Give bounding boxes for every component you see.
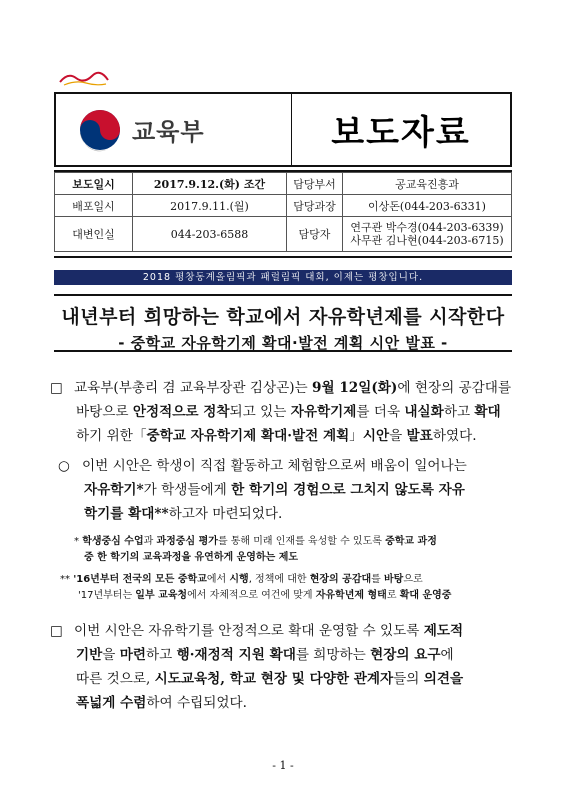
paragraph-1-line-2: [50, 400, 520, 424]
text-span: 한 학기의 경험으로 그치지 않도록 자유: [231, 482, 465, 498]
headline-box: [54, 294, 512, 352]
text-span: 」: [349, 428, 363, 444]
contact-line-2: 사무관 김나현(044-203-6715): [350, 234, 504, 247]
text-span: 시도교육청, 학교 현장 및 다양한 관계자: [154, 671, 394, 687]
text-span: 에서: [206, 574, 230, 585]
text-span: 학생중심 수업: [82, 536, 144, 547]
distribution-date-label: 배포일시: [55, 195, 133, 217]
footnote-2-line-1: [60, 572, 524, 588]
paragraph-3-line-1: [50, 619, 520, 643]
paragraph-1-line-1: [50, 376, 520, 400]
text-span: 를 희망하는: [295, 647, 371, 663]
paragraph-1: [50, 376, 520, 448]
text-span: 하기 위한「: [76, 428, 147, 444]
release-info-table: [54, 172, 512, 252]
release-date-value: 2017.9.12.(화) 조간: [133, 173, 287, 195]
taeguk-emblem-icon: [78, 108, 122, 152]
table-row: [55, 173, 512, 195]
text-span: 교육부(부총리 겸 교육부장관 김상곤)는: [74, 380, 312, 396]
subheadline: - 중학교 자유학기제 확대·발전 계획 시안 발표 -: [118, 334, 448, 352]
text-span: 과: [143, 536, 157, 547]
text-span: 마련: [119, 647, 146, 663]
text-span: 중학교 과정: [385, 536, 437, 547]
manager-value: 이상돈(044-203-6331): [343, 195, 512, 217]
text-span: 하고자 마련되었다.: [168, 506, 283, 522]
text-span: 현장의 요구: [370, 647, 441, 663]
distribution-date-value: 2017.9.11.(월): [133, 195, 287, 217]
text-span: 과정중심 평가: [156, 536, 218, 547]
text-span: 일부 교육청: [135, 590, 188, 601]
text-span: 내실화: [404, 404, 444, 420]
paragraph-2-line-2: [58, 478, 520, 502]
circle-bullet-icon: ○: [58, 458, 70, 474]
footnote-2: [60, 572, 524, 604]
table-bottom-rule: [54, 256, 512, 258]
text-span: 9월 12일(화): [312, 380, 398, 396]
table-row: [55, 217, 512, 252]
text-span: 현장의 공감대: [309, 574, 372, 585]
page-number: - 1 -: [272, 759, 294, 772]
text-span: 하고: [145, 647, 177, 663]
paragraph-3: [50, 619, 520, 715]
headline: 내년부터 희망하는 학교에서 자유학년제를 시작한다: [61, 306, 505, 328]
paragraph-3-line-3: [50, 667, 520, 691]
ministry-block: [56, 94, 292, 165]
text-span: 학기를 확대**: [84, 506, 169, 522]
paragraph-3-line-2: [50, 643, 520, 667]
text-span: 가 학생들에게: [143, 482, 232, 498]
text-span: 중학교 자유학기제 확대·발전 계획: [146, 428, 350, 444]
text-span: 폭넓게 수렴: [76, 695, 147, 711]
ministry-name: 교육부: [132, 118, 205, 146]
text-span: 에: [440, 647, 454, 663]
text-span: 를: [371, 574, 385, 585]
text-span: 들의: [393, 671, 424, 687]
text-span: 기반: [76, 647, 103, 663]
pyeongchang-logo-icon: [58, 70, 110, 88]
paragraph-2-line-3: [58, 502, 520, 526]
press-header: [54, 92, 512, 167]
department-label: 담당부서: [287, 173, 343, 195]
text-span: 안정적으로 정착: [132, 404, 230, 420]
text-span: '17년부터는: [78, 590, 136, 601]
text-span: 의견을: [423, 671, 464, 687]
footnote-1-line-2: [74, 550, 524, 566]
text-span: 하고: [443, 404, 475, 420]
text-span: 를 통해 미래 인재를 육성할 수 있도록: [217, 536, 386, 547]
text-span: 를 더욱: [356, 404, 405, 420]
footnote-2-line-2: [60, 588, 524, 604]
text-span: '16년부터 전국의 모든 중학교: [73, 574, 207, 585]
press-title-block: [292, 94, 510, 165]
release-date-label: 보도일시: [55, 173, 133, 195]
text-span: 에 현장의 공감대를: [397, 380, 512, 396]
paragraph-2: [58, 454, 520, 526]
text-span: 확대: [474, 404, 501, 420]
contact-value: [343, 217, 512, 252]
paragraph-3-line-4: [50, 691, 520, 715]
text-span: 바탕으로: [76, 404, 133, 420]
text-span: 자유학기제: [290, 404, 357, 420]
footnote-1-line-1: [74, 534, 524, 550]
text-span: 자유학년제 형태: [315, 590, 387, 601]
text-span: 행·재정적 지원 확대: [176, 647, 296, 663]
text-span: 이번 시안은 자유학기를 안정적으로 확대 운영할 수 있도록: [74, 623, 424, 639]
spokesperson-label: 대변인실: [55, 217, 133, 252]
text-span: *: [74, 536, 83, 547]
text-span: 으로: [403, 574, 423, 585]
text-span: 따른 것으로,: [76, 671, 155, 687]
text-span: 하였다.: [432, 428, 477, 444]
text-span: 이번 시안은 학생이 직접 활동하고 체험함으로써 배움이 일어나는: [82, 458, 467, 474]
text-span: 에서 자체적으로 여건에 맞게: [187, 590, 316, 601]
press-release-title: 보도자료: [331, 113, 471, 153]
text-span: **: [60, 574, 74, 585]
text-span: 발표: [406, 428, 433, 444]
text-span: 확대 운영중: [399, 590, 452, 601]
square-bullet-icon: □: [50, 623, 63, 639]
text-span: 되고 있는: [229, 404, 291, 420]
contact-label: 담당자: [287, 217, 343, 252]
paragraph-2-line-1: [58, 454, 520, 478]
spokesperson-value: 044-203-6588: [133, 217, 287, 252]
text-span: 을: [389, 428, 407, 444]
square-bullet-icon: □: [50, 380, 63, 396]
text-span: 시안: [362, 428, 390, 444]
table-row: [55, 195, 512, 217]
text-span: 로: [386, 590, 400, 601]
text-span: 바탕: [384, 574, 404, 585]
text-span: 하여 수립되었다.: [146, 695, 247, 711]
contact-line-1: 연구관 박수경(044-203-6339): [350, 221, 504, 234]
text-span: 을: [102, 647, 120, 663]
department-value: 공교육진흥과: [343, 173, 512, 195]
text-span: , 정책에 대한: [248, 574, 310, 585]
text-span: 시행: [229, 574, 249, 585]
text-span: 자유학기*: [84, 482, 144, 498]
manager-label: 담당과장: [287, 195, 343, 217]
paragraph-1-line-3: [50, 424, 520, 448]
olympic-banner: 2018 평창동계올림픽과 패럴림픽 대회, 이제는 평창입니다.: [54, 270, 512, 285]
text-span: 제도적: [423, 623, 464, 639]
footnote-1: [74, 534, 524, 566]
text-span: 중 한 학기의 교육과정을 유연하게 운영하는 제도: [84, 552, 299, 563]
